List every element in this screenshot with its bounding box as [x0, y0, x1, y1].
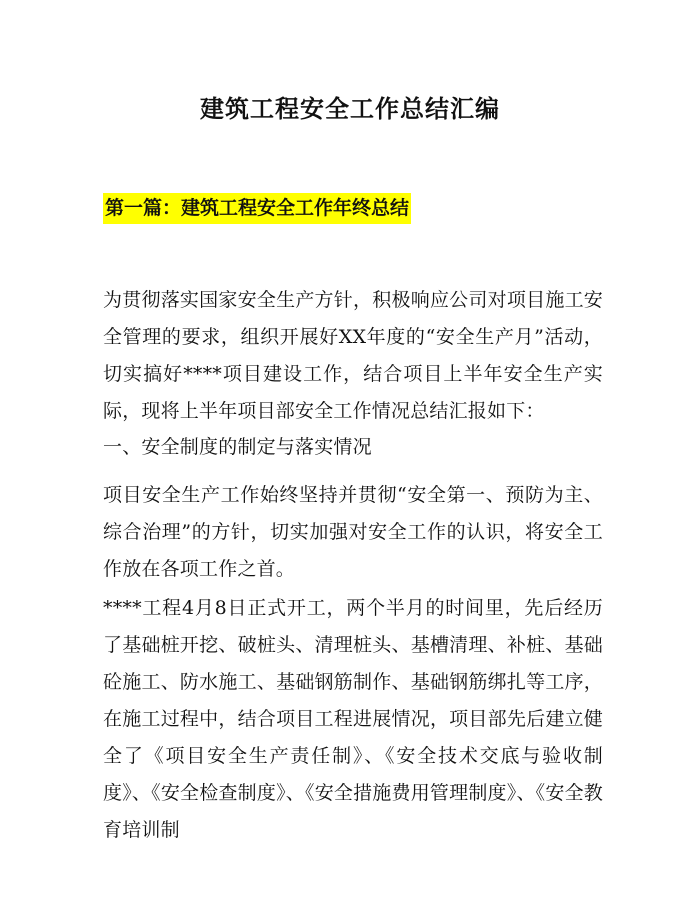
- project-paragraph: ****工程4月8日正式开工，两个半月的时间里，先后经历了基础桩开挖、破桩头、清理桩头、基槽清理、补桩、基础砼施工、防水施工、基础钢筋制作、基础钢筋绑扎等工序，在施工过程中，结合项目工程进展情况，项目部先后建立健全了《项目安全生产责任制》、《安全技术交底与验收制度》、《安全检查制度》、《安全措施费用管理制度》、《安全教育培训制: [103, 597, 603, 841]
- subsection-heading: 一、安全制度的制定与落实情况: [103, 436, 372, 458]
- intro-paragraph: 为贯彻落实国家安全生产方针，积极响应公司对项目施工安全管理的要求，组织开展好XX年度的“安全生产月”活动，切实搞好****项目建设工作，结合项目上半年安全生产实际，现将上半年项目部安全工作情况总结汇报如下：: [103, 289, 603, 422]
- policy-paragraph: 项目安全生产工作始终坚持并贯彻“安全第一、预防为主、综合治理”的方针，切实加强对安全工作的认识，将安全工作放在各项工作之首。: [103, 484, 603, 580]
- document-title: 建筑工程安全工作总结汇编: [200, 94, 500, 123]
- section-heading-highlighted: 第一篇：建筑工程安全工作年终总结: [103, 193, 411, 224]
